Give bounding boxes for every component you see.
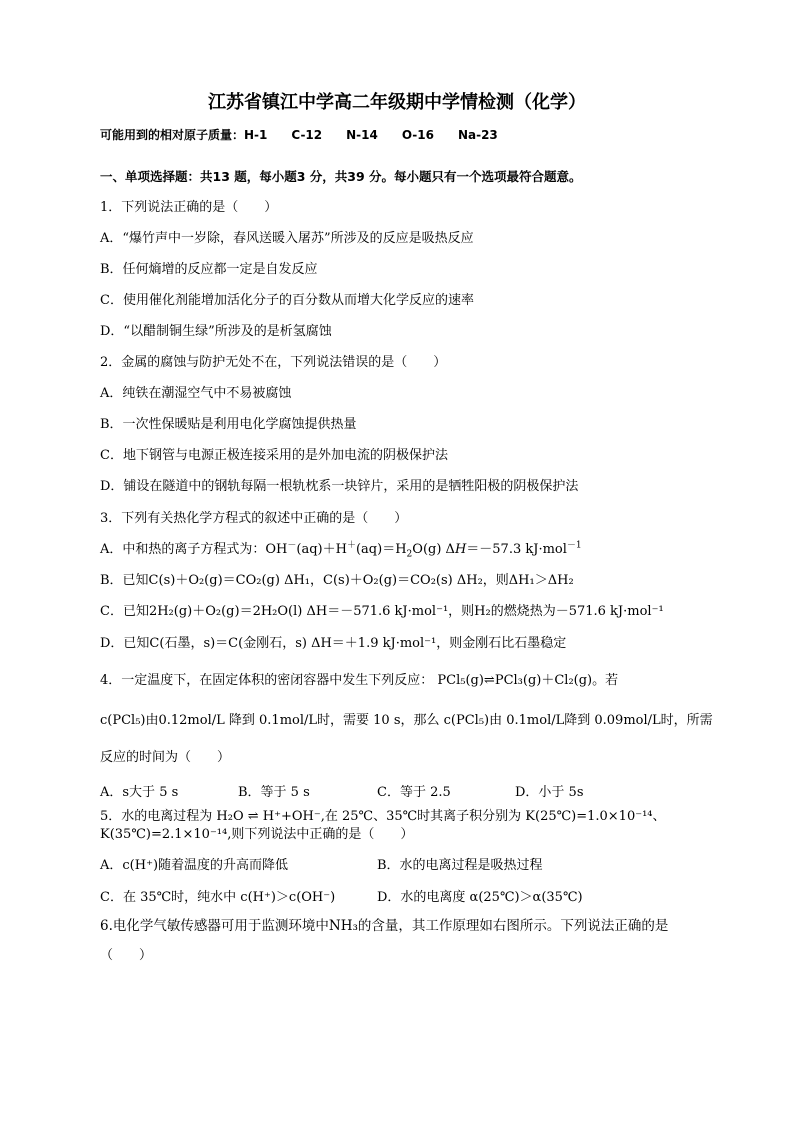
q2-option-b: B．一次性保暖贴是利用电化学腐蚀提供热量 [100, 417, 357, 432]
q5-option-a: A．c(H⁺)随着温度的升高而降低 [100, 858, 289, 873]
q5-line2: K(35℃)=2.1×10⁻¹⁴,则下列说法中正确的是（ ） [100, 827, 414, 842]
q1-option-d: D．“以醋制铜生绿”所涉及的是析氢腐蚀 [100, 324, 332, 339]
q5-line1: 5．水的电离过程为 H₂O ⇌ H⁺+OH⁻,在 25℃、35℃时其离子积分别为 K(25℃)=1.0×10⁻¹⁴、 [100, 809, 666, 824]
q3-option-c: C．已知2H₂(g)＋O₂(g)＝2H₂O(l) ΔH＝－571.6 kJ·mol⁻¹，则H₂的燃烧热为－571.6 kJ·mol⁻¹ [100, 604, 664, 619]
q5-option-b: B．水的电离过程是吸热过程 [377, 858, 543, 873]
q2-option-d: D．铺设在隧道中的钢轨每隔一根轨枕系一块锌片，采用的是牺牲阳极的阴极保护法 [100, 479, 579, 494]
q1-option-a: A．“爆竹声中一岁除，春风送暖入屠苏”所涉及的反应是吸热反应 [100, 231, 474, 246]
q4-line2: c(PCl₅)由0.12mol/L 降到 0.1mol/L时，需要 10 s，那么 c(PCl₅)由 0.1mol/L降到 0.09mol/L时，所需 [100, 713, 713, 728]
q5-option-d: D．水的电离度 α(25℃)＞α(35℃) [377, 890, 583, 905]
q1-option-c: C．使用催化剂能增加活化分子的百分数从而增大化学反应的速率 [100, 293, 474, 308]
page-title: 江苏省镇江中学高二年级期中学情检测（化学） [208, 92, 586, 113]
q4-option-a: A．s大于 5 s [100, 785, 179, 800]
q3-option-b: B．已知C(s)＋O₂(g)＝CO₂(g) ΔH₁，C(s)＋O₂(g)＝CO₂(s) ΔH₂，则ΔH₁＞ΔH₂ [100, 573, 574, 588]
q4-option-b: B．等于 5 s [238, 785, 310, 800]
q4-option-d: D．小于 5s [515, 785, 584, 800]
q3-stem: 3．下列有关热化学方程式的叙述中正确的是（ ） [100, 511, 408, 526]
section-heading: 一、单项选择题：共13 题，每小题3 分，共39 分。每小题只有一个选项最符合题意。 [100, 169, 582, 184]
q6-line1: 6.电化学气敏传感器可用于监测环境中NH₃的含量，其工作原理如右图所示。下列说法正确的是 [100, 918, 669, 934]
atomic-masses: 可能用到的相对原子质量：H-1 C-12 N-14 O-16 Na-23 [100, 128, 498, 142]
q3-option-d: D．已知C(石墨，s)＝C(金刚石，s) ΔH＝＋1.9 kJ·mol⁻¹，则金刚石比石墨稳定 [100, 636, 567, 651]
q4-option-c: C．等于 2.5 [377, 785, 451, 800]
q4-line3: 反应的时间为（ ） [100, 750, 231, 765]
q3-option-a: A．中和热的离子方程式为：$OH^-(aq)+H^+(aq)=H_2O(g)$ ΔH＝－57.3 kJ·mol$^{-1}$ [100, 540, 582, 560]
q1-stem: 1．下列说法正确的是（ ） [100, 200, 278, 215]
q2-stem: 2．金属的腐蚀与防护无处不在，下列说法错误的是（ ） [100, 355, 447, 370]
q5-option-c: C．在 35℃时，纯水中 c(H⁺)＞c(OH⁻) [100, 890, 336, 905]
q4-stem: 4．一定温度下，在固定体积的密闭容器中发生下列反应： PCl₅(g)⇌PCl₃(g)＋Cl₂(g)。若 [100, 673, 619, 688]
q6-line2: （ ） [100, 948, 153, 963]
q2-option-c: C．地下钢管与电源正极连接采用的是外加电流的阴极保护法 [100, 448, 448, 463]
q1-option-b: B．任何熵增的反应都一定是自发反应 [100, 262, 318, 277]
q2-option-a: A．纯铁在潮湿空气中不易被腐蚀 [100, 386, 292, 401]
